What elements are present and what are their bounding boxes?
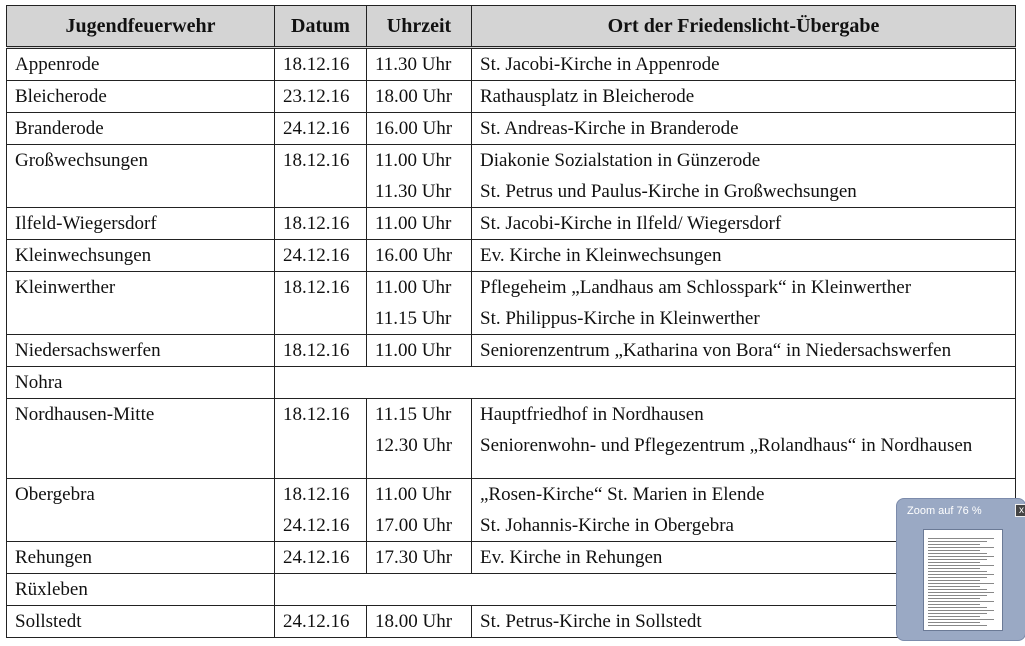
cell-ort — [472, 208, 1016, 240]
cell-jugendfeuerwehr — [7, 145, 275, 208]
cell-datum — [275, 48, 367, 81]
thumbnail-line — [928, 595, 987, 596]
jugendfeuerwehr-name: Ilfeld-Wiegersdorf — [15, 213, 157, 234]
table-row — [7, 399, 1016, 479]
zeit-value: 18.00 Uhr — [375, 86, 453, 107]
thumbnail-line — [928, 616, 980, 617]
zoom-navigator[interactable] — [896, 498, 1025, 641]
cell-zeit — [367, 399, 472, 479]
cell-zeit — [367, 272, 472, 335]
ort-value: St. Petrus-Kirche in Sollstedt — [480, 611, 702, 632]
cell-jugendfeuerwehr — [7, 542, 275, 574]
zeit-value: 11.00 Uhr — [375, 213, 452, 234]
datum-value: 24.12.16 — [283, 547, 350, 568]
cell-empty — [275, 367, 1016, 399]
ort-value: Hauptfriedhof in Nordhausen — [480, 404, 704, 425]
thumbnail-line — [928, 571, 987, 572]
table-row — [7, 208, 1016, 240]
table-row — [7, 335, 1016, 367]
zeit-value: 11.30 Uhr — [375, 181, 452, 202]
cell-datum — [275, 606, 367, 638]
header-ort: Ort der Friedenslicht-Übergabe — [472, 6, 1016, 48]
cell-zeit — [367, 81, 472, 113]
thumbnail-line — [928, 544, 980, 545]
thumbnail-line — [928, 586, 980, 587]
cell-datum — [275, 208, 367, 240]
cell-zeit — [367, 335, 472, 367]
thumbnail-line — [928, 577, 987, 578]
cell-jugendfeuerwehr — [7, 113, 275, 145]
cell-ort — [472, 399, 1016, 479]
datum-value: 24.12.16 — [283, 118, 350, 139]
zoom-level-label: Zoom auf 76 % — [907, 505, 982, 517]
cell-datum — [275, 145, 367, 208]
ort-value: Ev. Kirche in Kleinwechsungen — [480, 245, 722, 266]
jugendfeuerwehr-name: Bleicherode — [15, 86, 107, 107]
header-uhrzeit: Uhrzeit — [367, 6, 472, 48]
table-row — [7, 479, 1016, 542]
zeit-value: 16.00 Uhr — [375, 118, 453, 139]
close-icon[interactable]: x — [1015, 504, 1025, 517]
cell-jugendfeuerwehr — [7, 574, 275, 606]
zeit-value: 11.00 Uhr — [375, 484, 452, 505]
jugendfeuerwehr-name: Niedersachswerfen — [15, 340, 161, 361]
zeit-value: 16.00 Uhr — [375, 245, 453, 266]
thumbnail-line — [928, 568, 980, 569]
thumbnail-line — [928, 598, 980, 599]
table-row — [7, 367, 1016, 399]
table-body — [7, 48, 1016, 638]
cell-jugendfeuerwehr — [7, 606, 275, 638]
zeit-value: 11.00 Uhr — [375, 277, 452, 298]
table-row — [7, 48, 1016, 81]
ort-value: Diakonie Sozialstation in Günzerode — [480, 150, 761, 171]
zeit-value: 17.30 Uhr — [375, 547, 453, 568]
jugendfeuerwehr-name: Appenrode — [15, 54, 100, 75]
zeit-value: 11.00 Uhr — [375, 150, 452, 171]
thumbnail-line — [928, 565, 994, 566]
datum-value: 18.12.16 — [283, 150, 350, 171]
thumbnail-line — [928, 580, 980, 581]
datum-value: 23.12.16 — [283, 86, 350, 107]
thumbnail-line — [928, 610, 994, 611]
thumbnail-line — [928, 538, 994, 539]
datum-value: 18.12.16 — [283, 484, 350, 505]
datum-value — [283, 430, 358, 478]
cell-jugendfeuerwehr — [7, 272, 275, 335]
table-row — [7, 574, 1016, 606]
table-row — [7, 542, 1016, 574]
cell-ort — [472, 81, 1016, 113]
header-jugendfeuerwehr: Jugendfeuerwehr — [7, 6, 275, 48]
thumbnail-line — [928, 589, 987, 590]
zeit-value: 11.15 Uhr — [375, 308, 452, 329]
cell-jugendfeuerwehr — [7, 208, 275, 240]
ort-value: Rathausplatz in Bleicherode — [480, 86, 695, 107]
datum-value: 18.12.16 — [283, 404, 350, 425]
cell-jugendfeuerwehr — [7, 48, 275, 81]
cell-datum — [275, 113, 367, 145]
jugendfeuerwehr-name: Rehungen — [15, 547, 93, 568]
cell-zeit — [367, 113, 472, 145]
zeit-value: 18.00 Uhr — [375, 611, 453, 632]
thumbnail-line — [928, 625, 987, 626]
cell-jugendfeuerwehr — [7, 367, 275, 399]
cell-datum — [275, 479, 367, 542]
table-row — [7, 240, 1016, 272]
cell-datum — [275, 81, 367, 113]
datum-value: 18.12.16 — [283, 340, 350, 361]
thumbnail-line — [928, 622, 980, 623]
table-row — [7, 113, 1016, 145]
ort-value: St. Jacobi-Kirche in Ilfeld/ Wiegersdorf — [480, 213, 782, 234]
zeit-value: 12.30 Uhr — [375, 435, 453, 456]
cell-ort — [472, 113, 1016, 145]
cell-zeit — [367, 145, 472, 208]
cell-datum — [275, 272, 367, 335]
header-datum: Datum — [275, 6, 367, 48]
ort-value: Ev. Kirche in Rehungen — [480, 547, 663, 568]
jugendfeuerwehr-name: Großwechsungen — [15, 150, 148, 171]
datum-value: 18.12.16 — [283, 213, 350, 234]
jugendfeuerwehr-name: Kleinwerther — [15, 277, 116, 298]
jugendfeuerwehr-name: Branderode — [15, 118, 104, 139]
ort-value: „Rosen-Kirche“ St. Marien in Elende — [480, 484, 765, 505]
datum-value — [283, 176, 358, 207]
cell-jugendfeuerwehr — [7, 240, 275, 272]
zeit-value: 17.00 Uhr — [375, 515, 453, 536]
thumbnail-line — [928, 607, 987, 608]
cell-datum — [275, 399, 367, 479]
friedenslicht-table — [6, 5, 1016, 638]
thumbnail-line — [928, 604, 980, 605]
cell-jugendfeuerwehr — [7, 479, 275, 542]
datum-value — [283, 303, 358, 334]
ort-value: St. Johannis-Kirche in Obergebra — [480, 515, 734, 536]
table-header-row — [7, 6, 1016, 48]
table-row — [7, 145, 1016, 208]
table-row — [7, 81, 1016, 113]
jugendfeuerwehr-name: Obergebra — [15, 484, 95, 505]
zeit-value: 11.00 Uhr — [375, 340, 452, 361]
thumbnail-line — [928, 541, 987, 542]
thumbnail-line — [928, 574, 994, 575]
cell-jugendfeuerwehr — [7, 335, 275, 367]
ort-value: St. Andreas-Kirche in Branderode — [480, 118, 739, 139]
cell-zeit — [367, 208, 472, 240]
datum-value: 24.12.16 — [283, 245, 350, 266]
cell-ort — [472, 48, 1016, 81]
thumbnail-line — [928, 619, 994, 620]
cell-jugendfeuerwehr — [7, 399, 275, 479]
thumbnail-line — [928, 556, 994, 557]
cell-jugendfeuerwehr — [7, 81, 275, 113]
ort-value: St. Petrus und Paulus-Kirche in Großwechsungen — [480, 181, 857, 202]
thumbnail-line — [928, 583, 994, 584]
cell-zeit — [367, 240, 472, 272]
cell-datum — [275, 542, 367, 574]
jugendfeuerwehr-name: Nordhausen-Mitte — [15, 404, 155, 425]
thumbnail-line — [928, 613, 987, 614]
cell-datum — [275, 335, 367, 367]
thumbnail-line — [928, 547, 994, 548]
jugendfeuerwehr-name: Rüxleben — [15, 579, 88, 600]
cell-ort — [472, 145, 1016, 208]
table-row — [7, 272, 1016, 335]
ort-value: St. Philippus-Kirche in Kleinwerther — [480, 308, 760, 329]
thumbnail-line — [928, 559, 987, 560]
thumbnail-line — [928, 592, 994, 593]
jugendfeuerwehr-name: Nohra — [15, 372, 63, 393]
cell-zeit — [367, 542, 472, 574]
cell-zeit — [367, 606, 472, 638]
cell-zeit — [367, 48, 472, 81]
cell-ort — [472, 272, 1016, 335]
jugendfeuerwehr-name: Sollstedt — [15, 611, 82, 632]
table-row — [7, 606, 1016, 638]
cell-ort — [472, 240, 1016, 272]
zeit-value: 11.15 Uhr — [375, 404, 452, 425]
jugendfeuerwehr-name: Kleinwechsungen — [15, 245, 152, 266]
datum-value: 18.12.16 — [283, 277, 350, 298]
datum-value: 18.12.16 — [283, 54, 350, 75]
cell-zeit — [367, 479, 472, 542]
thumbnail-line — [928, 550, 980, 551]
thumbnail-line — [928, 601, 994, 602]
thumbnail-line — [928, 553, 987, 554]
ort-value: St. Jacobi-Kirche in Appenrode — [480, 54, 720, 75]
cell-datum — [275, 240, 367, 272]
cell-ort — [472, 335, 1016, 367]
page-thumbnail[interactable] — [923, 529, 1003, 631]
datum-value: 24.12.16 — [283, 611, 350, 632]
zeit-value: 11.30 Uhr — [375, 54, 452, 75]
thumbnail-line — [928, 562, 980, 563]
ort-value: Seniorenwohn- und Pflegezentrum „Rolandhaus“ in Nordhausen — [480, 435, 973, 456]
ort-value: Pflegeheim „Landhaus am Schlosspark“ in Kleinwerther — [480, 277, 912, 298]
ort-value: Seniorenzentrum „Katharina von Bora“ in Niedersachswerfen — [480, 340, 952, 361]
datum-value: 24.12.16 — [283, 515, 350, 536]
